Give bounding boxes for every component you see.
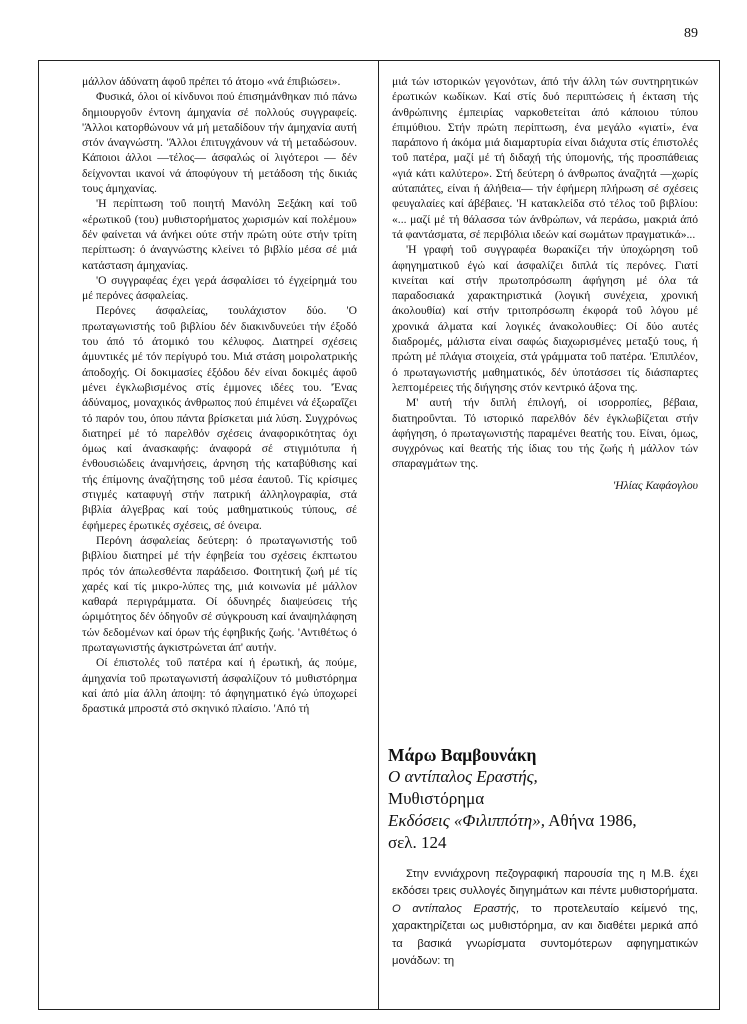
book-author: Μάρω Βαμβουνάκη — [388, 745, 537, 765]
right-column — [392, 74, 698, 493]
left-column-paragraph: Περόνες άσφαλείας, τουλάχιστον δύο. 'Ο πρωταγωνιστής τοΰ βιβλίου δέν διακινδυνεύει τήν έξοδό του άπό τό άτομικό του κέλυφος. Διατηρεί σχέσεις άμυντικές μέ τόν περίγυρό του. Μιά στάση μοιρολατρικής άποδοχής. Οί δοκιμασίες έξόδου δέν είναι δοκιμές άφοΰ μένει έγκλωβισμένος στίς έμμονες ιδέες του. 'Ένας άδύναμος, μοναχικός άνθρωπος πού έπιμένει νά έξωραΐζει τό παρόν του, όπου πάντα βρίσκεται μιά λύση. Συγχρόνως διατηρεί μέ τό παρελθόν σχέσεις άναφορικότητας όχι όμως καί άνασκαφής: άναφορά σέ στιγμιότυπα ή ένθουσιώδεις άναμνήσεις, άρνηση τής καταβύθισης καί τής έπίμονης άναζήτησης τοΰ μέσα έαυτοΰ. Τίς κρίσιμες στιγμές καταφυγή στήν πατρική άλληλογραφία, στά βιβλία άλγεβρας καί τούς μαθηματικούς τύπους, σέ έφήμερες έρωτικές σχέσεις, σέ όνειρα. — [82, 304, 357, 532]
book-publisher-name: Εκδόσεις «Φιλιππότη», — [388, 811, 545, 830]
book-publisher — [388, 810, 708, 832]
right-column-paragraphs — [392, 74, 698, 472]
second-review-paragraph — [392, 866, 698, 970]
book-publisher-place-year: Αθήνα 1986, — [544, 811, 637, 830]
book-heading — [388, 744, 708, 854]
book-pages: σελ. 124 — [388, 833, 447, 852]
review-text-title: Ο αντίπαλος Εραστής, — [392, 902, 520, 915]
review-text-2: το προτελευταίο κείμενό της, χαρακτηρίζεται ως μυθιστόρημα, αν και διαθέτει μερικά από τα βασικά γνωρίσματα συντομότερων αφηγηματικών μονάδων: τη — [392, 902, 698, 968]
left-column-paragraph: Φυσικά, όλοι οί κίνδυνοι πού έπισημάνθηκαν πιό πάνω δημιουργοΰν έντονη άμηχανία σέ πολλούς συγγραφείς. 'Άλλοι κατορθώνουν νά μή μεταδίδουν τήν άμηχανία αυτή στόν άναγνώστη. 'Άλλοι έπιτυγχάνουν νά τή μεταδώσουν. Κάποιοι άλλοι —τέλος— άσφαλώς οί λιγότεροι — δέν δείχνονται ικανοί νά άποφύγουν τή μετάδοση τής δικιάς τους άμηχανίας. — [82, 90, 357, 196]
left-column-paragraph: 'Η περίπτωση τοΰ ποιητή Μανόλη Ξεξάκη καί τοΰ «έρωτικοΰ (του) μυθιστορήματος χωρισμών καί πολέμου» δέν φαίνεται νά άνήκει ούτε στήν πρώτη ούτε στήν τρίτη περίπτωση: ό άναγνώστης κλείνει τό βιβλίο μέσα σέ μιά κατάσταση άμηχανίας. — [82, 197, 357, 272]
left-column-paragraph: 'Ο συγγραφέας έχει γερά άσφαλίσει τό έγχείρημά του μέ περόνες άσφαλείας. — [82, 273, 357, 303]
left-column-paragraph: Οί έπιστολές τοΰ πατέρα καί ή έρωτική, άς πούμε, άμηχανία τοΰ πρωταγωνιστή άσφαλίζουν τό μυθιστόρημα καί άπό μία άλλη άποψη: τό άφηγηματικό έγώ ύποχωρεί δραστικά μπροστά στό σκηνικό πλαίσιο. 'Από τή — [82, 656, 357, 716]
column-divider — [378, 60, 379, 1010]
left-column-paragraph: μάλλον άδύνατη άφοΰ πρέπει τό άτομο «νά έπιβιώσει». — [82, 75, 341, 88]
right-column-paragraph: 'Η γραφή τοΰ συγγραφέα θωρακίζει τήν ύποχώρηση τοΰ άφηγηματικοΰ έγώ καί άσφαλίζει διπλά τίς περόνες. Γιατί κινείται καί στήν πρωτοπρόσωπη άφήγηση μέ όλα τά παραδοσιακά χαρακτηριστικά (λογική συνέχεια, χρονική άκολουθία) καί στήν τριτοπρόσωπη έκφορά τοΰ λόγου μέ χρονικά άλματα καί λογικές άνακολουθίες: Οί δύο αυτές διαδρομές, μάλιστα είναι σαφώς διαχωρισμένες μεταξύ τους, ή πρώτη μέ πλάγια στοιχεία, στά γράμματα τοΰ πατέρα. 'Επιπλέον, ό πρωταγωνιστής μαθηματικός, δέν ύποτάσσει τίς διάσπαρτες λεπτομέρειες τής διήγησης στόν κεντρικό άξονα της. — [392, 243, 698, 394]
left-column-paragraph: Περόνη άσφαλείας δεύτερη: ό πρωταγωνιστής τοΰ βιβλίου διατηρεί μέ τήν έφηβεία του σχέσεις έκπτωτου πρός τόν άπωλεσθέντα παράδεισο. Φοιτητική ζωή μέ τίς χαρές καί τίς μικρο-λύπες της, μιά κοινωνία μέ μάλλον καθαρά περιγράμματα. Οί όδυνηρές διαψεύσεις τής ώριμότητος δέν όδηγοΰν σέ σύγκρουση καί άναψηλάφηση τών δεδομένων καί όρων τής έφηβικής ζωής. 'Αντιθέτως ό πρωταγωνιστής άγκιστρώνεται άπ' αυτήν. — [82, 533, 357, 654]
book-genre: Μυθιστόρημα — [388, 789, 485, 808]
review-signature: 'Ηλίας Καφάογλου — [612, 478, 698, 492]
review-text-1: Στην εννιάχρονη πεζογραφική παρουσία της η Μ.Β. έχει εκδόσει τρεις συλλογές διηγημάτων και πέντε μυθιστορήματα. — [392, 868, 698, 898]
left-column — [82, 74, 357, 716]
book-title: Ο αντίπαλος Εραστής, — [388, 767, 538, 786]
right-column-paragraph: μιά τών ιστορικών γεγονότων, άπό τήν άλλη τών συντηρητικών έρωτικών κωδίκων. Καί στίς δυό περιπτώσεις ή έκταση τής άνθρώπινης έμπειρίας ναρκοθετείται άπό κάποιου τύπου έπιμύθιου. Στήν πρώτη περίπτωση, ένα μεγάλο «γιατί», ένα παράπονο ή άκόμα μιά διαμαρτυρία είναι διάχυτα στίς έπιστολές τοΰ πατέρα, μαζί μέ τή διδαχή τής ύπομονής, τής προσπάθειας «γιά κάτι καλύτερο». Στή δεύτερη ό άνθρωπος άναζητά —χωρίς αύταπάτες, είναι ή άλήθεια— τήν έφήμερη πλήρωση σέ σχέσεις φευγαλαίες καί άβέβαιες. 'Η κατακλείδα στό τέλος τοΰ βιβλίου: «... μαζί μέ τή θάλασσα τών άνθρώπων, νά περάσω, μακριά άπό τά φαντάσματα, σέ περιβόλια ιδεών καί σωμάτων πραγματικά»... — [392, 75, 698, 241]
right-column-paragraph: Μ' αυτή τήν διπλή έπιλογή, οί ισορροπίες, βέβαια, διατηροΰνται. Τό ιστορικό παρελθόν δέν έγκλωβίζεται στήν άφήγηση, ό πρωταγωνιστής παραμένει θεατής του. Είναι, όμως, συγχρόνως καί θεατής τής ίδιας του τής ζωής ή μάλλον τών σπαραγμάτων της. — [392, 396, 698, 471]
second-review — [392, 866, 698, 970]
page-number: 89 — [684, 26, 698, 41]
